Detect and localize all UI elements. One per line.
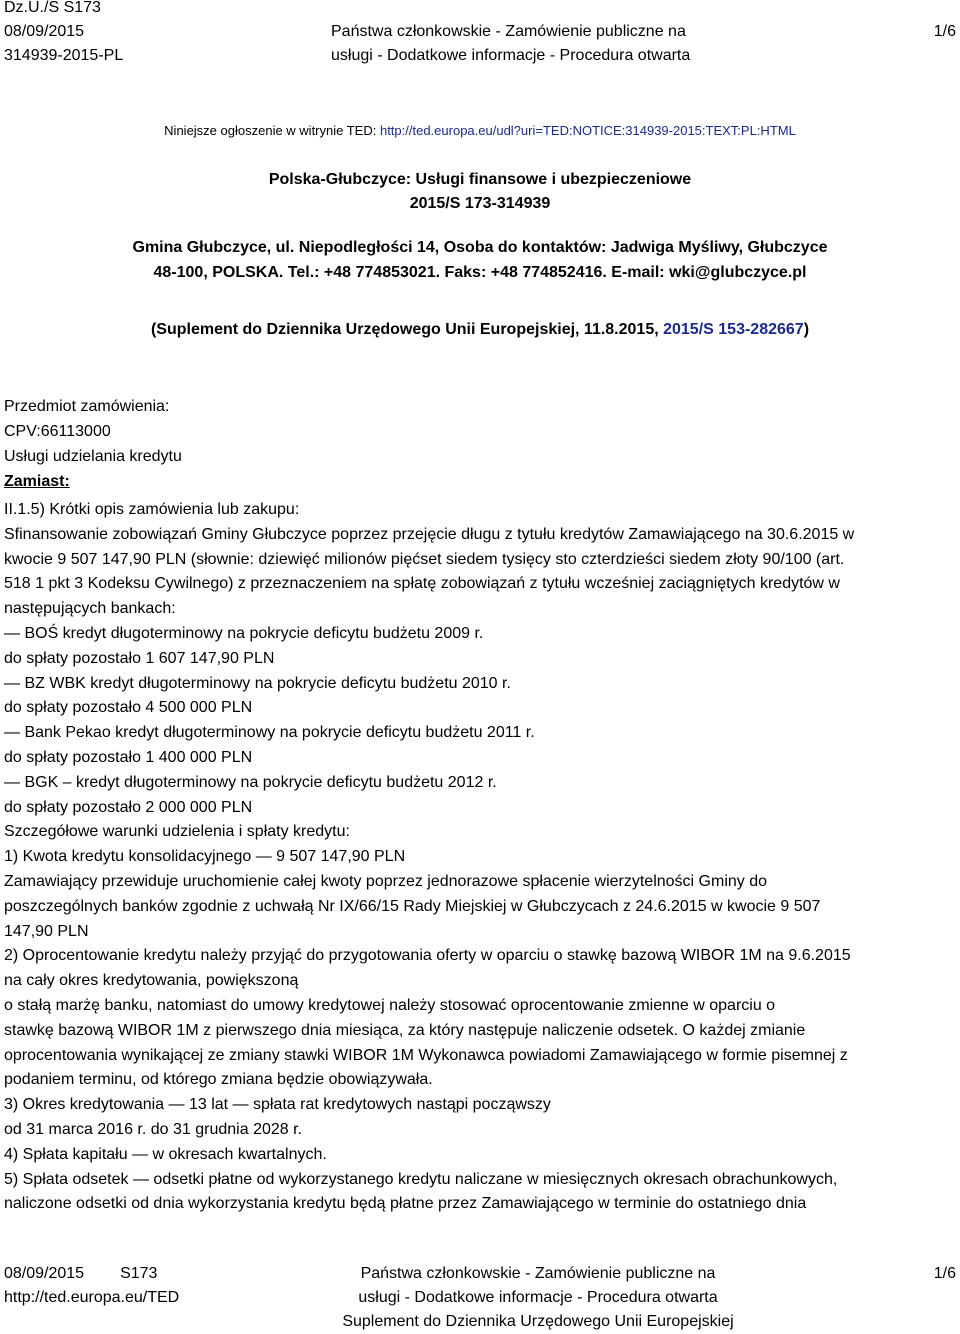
header-category-line1: Państwa członkowskie - Zamówienie publiczne na — [331, 23, 686, 40]
body-line: 2) Oprocentowanie kredytu należy przyjąć do przygotowania oferty w oparciu o stawkę bazową WIBOR 1M na 9.6.2015 — [4, 947, 851, 965]
supplement-ref-link[interactable]: 2015/S 153-282667 — [663, 321, 804, 338]
notice-reference: 2015/S 173-314939 — [409, 195, 551, 212]
body-line: poszczególnych banków zgodnie z uchwałą Nr IX/66/15 Rady Miejskiej w Głubczycach z 24.6.2015 w kwocie 9 507 — [4, 897, 821, 915]
footer-left — [4, 1262, 179, 1310]
subject-label: Przedmiot zamówienia: — [4, 398, 170, 415]
ted-notice-link[interactable]: http://ted.europa.eu/udl?uri=TED:NOTICE:314939-2015:TEXT:PL:HTML — [379, 123, 796, 138]
body-line: 147,90 PLN — [4, 922, 89, 940]
body-line: do spłaty pozostało 4 500 000 PLN — [4, 699, 253, 717]
instead-label: Zamiast: — [4, 473, 70, 490]
body-line: Sfinansowanie zobowiązań Gminy Głubczyce poprzez przejęcie długu z tytułu kredytów Zamawiającego na 30.6.2015 w — [4, 525, 855, 543]
body-line: oprocentowania wynikającej ze zmiany stawki WIBOR 1M Wykonawca powiadomi Zamawiającego w formie pisemnej z — [4, 1046, 848, 1064]
body-line: Szczegółowe warunki udzielenia i spłaty kredytu: — [4, 823, 350, 841]
journal-ref: Dz.U./S S173 — [4, 0, 101, 16]
contact-line2: 48-100, POLSKA. Tel.: +48 774853021. Faks: +48 774852416. E-mail: wki@glubczyce.pl — [153, 264, 807, 281]
body-line: 3) Okres kredytowania — 13 lat — spłata rat kredytowych nastąpi począwszy — [4, 1096, 551, 1114]
body-line: 518 1 pkt 3 Kodeksu Cywilnego) z przeznaczeniem na spłatę zobowiązań z tytułu wcześniej zaciągniętych kredytów w — [4, 575, 840, 593]
ted-notice-prefix: Niniejsze ogłoszenie w witrynie TED: — [164, 123, 380, 138]
body-line: stawkę bazową WIBOR 1M z pierwszego dnia miesiąca, za który następuje naliczenie odsetek. O każdej zmianie — [4, 1021, 806, 1039]
footer-supplement: Suplement do Dziennika Urzędowego Unii Europejskiej — [342, 1313, 734, 1330]
body-line: do spłaty pozostało 1 607 147,90 PLN — [4, 649, 275, 667]
footer-url: http://ted.europa.eu/TED — [4, 1289, 180, 1306]
notice-number: 314939-2015-PL — [4, 47, 124, 64]
supplement-prefix: (Suplement do Dziennika Urzędowego Unii Europejskiej, 11.8.2015, — [150, 321, 664, 338]
body-line: do spłaty pozostało 2 000 000 PLN — [4, 798, 253, 816]
contact-line1: Gmina Głubczyce, ul. Niepodległości 14, Osoba do kontaktów: Jadwiga Myśliwy, Głubczyce — [132, 239, 828, 256]
header-category-line2: usługi - Dodatkowe informacje - Procedura otwarta — [331, 47, 691, 64]
footer-center — [313, 1262, 763, 1334]
body-line: 4) Spłata kapitału — w okresach kwartalnych. — [4, 1145, 327, 1163]
body-line: II.1.5) Krótki opis zamówienia lub zakupu: — [4, 501, 300, 518]
body-line: 1) Kwota kredytu konsolidacyjnego — 9 507 147,90 PLN — [4, 848, 406, 866]
header-left — [4, 0, 123, 68]
notice-title: Polska-Głubczyce: Usługi finansowe i ubezpieczeniowe — [268, 171, 692, 188]
supplement-reference — [0, 318, 960, 342]
body-line: — BZ WBK kredyt długoterminowy na pokrycie deficytu budżetu 2010 r. — [4, 674, 511, 692]
body-line: 5) Spłata odsetek — odsetki płatne od wykorzystanego kredytu naliczane w miesięcznych okresach obrachunkowych, — [4, 1170, 838, 1188]
body-line: — BOŚ kredyt długoterminowy na pokrycie deficytu budżetu 2009 r. — [4, 624, 484, 642]
body-line: kwocie 9 507 147,90 PLN (słownie: dziewięć milionów pięćset siedem tysięcy sto czterdzieści siedem złoty 90/100 (art. — [4, 550, 845, 568]
cpv-code: CPV:66113000 — [4, 423, 111, 440]
body-line: naliczone odsetki od dnia wykorzystania kredytu będą płatne przez Zamawiającego w terminie do ostatniego dnia — [4, 1195, 807, 1213]
body-line: Zamawiający przewiduje uruchomienie całej kwoty poprzez jednorazowe spłacenie wierzytelności Gminy do — [4, 872, 768, 890]
footer-date-line — [4, 1262, 179, 1286]
body-line: — Bank Pekao kredyt długoterminowy na pokrycie deficytu budżetu 2011 r. — [4, 724, 535, 742]
body-text — [4, 498, 954, 1217]
subject-block — [4, 394, 182, 494]
header-page-number: 1/6 — [933, 23, 956, 40]
body-line: na cały okres kredytowania, powiększoną — [4, 972, 299, 990]
ted-notice-line — [0, 123, 960, 139]
body-line: — BGK – kredyt długoterminowy na pokrycie deficytu budżetu 2012 r. — [4, 773, 497, 791]
publication-date: 08/09/2015 — [4, 23, 85, 40]
body-line: następujących bankach: — [4, 600, 176, 618]
supplement-suffix: ) — [803, 321, 810, 338]
service-name: Usługi udzielania kredytu — [4, 448, 182, 465]
body-line: od 31 marca 2016 r. do 31 grudnia 2028 r. — [4, 1120, 302, 1138]
footer-category-line1: Państwa członkowskie - Zamówienie publiczne na — [360, 1265, 716, 1282]
header-center — [331, 20, 690, 68]
footer-category-line2: usługi - Dodatkowe informacje - Procedura otwarta — [358, 1289, 718, 1306]
footer-series: S173 — [120, 1265, 158, 1282]
footer-page-number: 1/6 — [933, 1265, 956, 1282]
body-line: podaniem terminu, od którego zmiana będzie obowiązywała. — [4, 1071, 433, 1089]
body-line: o stałą marżę banku, natomiast do umowy kredytowej należy stosować oprocentowanie zmienne w oparciu o — [4, 996, 776, 1014]
footer-date: 08/09/2015 — [4, 1265, 85, 1282]
body-line: do spłaty pozostało 1 400 000 PLN — [4, 748, 253, 766]
